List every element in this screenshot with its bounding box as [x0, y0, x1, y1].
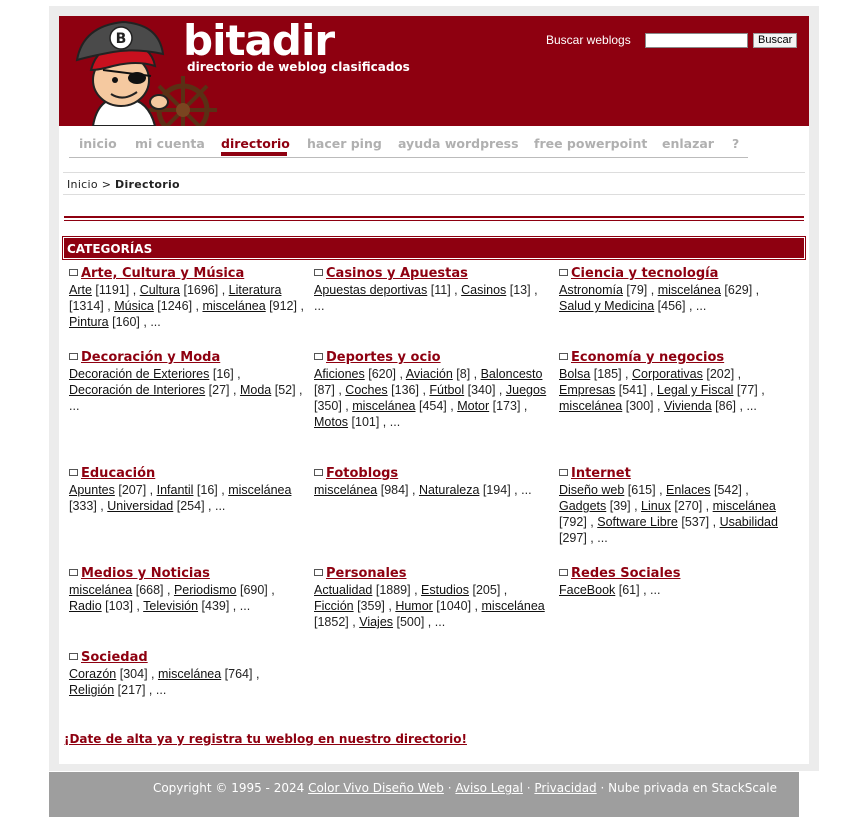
footer-separator: · — [526, 781, 531, 795]
subcategory-count: 629 — [727, 283, 749, 297]
site-footer — [49, 772, 799, 817]
category-title-link[interactable]: Medios y Noticias — [69, 565, 304, 582]
subcategory-count: 537 — [684, 515, 706, 529]
subcategory-count: 202 — [709, 367, 731, 381]
breadcrumb-bottom-border — [63, 194, 805, 195]
subcategory-count: 300 — [629, 399, 651, 413]
subcategory-link[interactable]: Enlaces — [666, 483, 711, 497]
folder-icon — [314, 469, 323, 476]
subcategory-count: 52 — [278, 383, 293, 397]
category-title-link[interactable]: Casinos y Apuestas — [314, 265, 549, 282]
footer-privacy-link[interactable]: Privacidad — [534, 781, 597, 795]
site-header — [59, 16, 809, 126]
category-block — [559, 265, 794, 314]
subcategory-link[interactable]: Motor — [457, 399, 490, 413]
subcategory-list: Corazón [304] , miscelánea [764] , Religión [217] , ... — [69, 667, 260, 697]
search-button[interactable]: Buscar — [753, 33, 797, 48]
subcategory-count: 86 — [718, 399, 733, 413]
main-nav — [69, 128, 748, 158]
subcategory-count: 173 — [496, 399, 517, 413]
subcategory-count: 456 — [661, 299, 683, 313]
subcategory-link[interactable]: FaceBook — [559, 583, 616, 597]
subcategory-count: 1852 — [317, 615, 346, 629]
subcategory-link[interactable]: Religión — [69, 683, 115, 697]
subcategory-link[interactable]: Corporativas — [632, 367, 703, 381]
category-title-link[interactable]: Fotoblogs — [314, 465, 549, 482]
category-block — [559, 349, 794, 414]
subcategory-count: 350 — [317, 399, 339, 413]
subcategory-count: 1246 — [160, 299, 189, 313]
subcategory-count: 27 — [212, 383, 227, 397]
subcategory-count: 13 — [513, 283, 528, 297]
subcategory-count: 620 — [371, 367, 393, 381]
footer-company-link[interactable]: Color Vivo Diseño Web — [308, 781, 444, 795]
subcategory-count: 668 — [139, 583, 161, 597]
subcategory-link[interactable]: miscelánea — [712, 499, 776, 513]
subcategory-link[interactable]: miscelánea — [481, 599, 545, 613]
subcategory-count: 764 — [228, 667, 250, 681]
footer-separator: · — [600, 781, 605, 795]
subcategory-link[interactable]: Naturaleza — [418, 483, 480, 497]
category-title-link[interactable]: Deportes y ocio — [314, 349, 549, 366]
subcategory-link[interactable]: miscelánea — [202, 299, 266, 313]
category-block — [314, 465, 549, 498]
subcategory-link[interactable]: Televisión — [143, 599, 199, 613]
subcategory-link[interactable]: Actualidad — [314, 583, 373, 597]
subcategory-count: 61 — [622, 583, 637, 597]
categories-header — [64, 238, 804, 258]
subcategory-count: 500 — [399, 615, 421, 629]
folder-icon — [559, 353, 568, 360]
folder-icon — [69, 569, 78, 576]
subcategory-count: 541 — [622, 383, 644, 397]
subcategory-count: 304 — [123, 667, 145, 681]
subcategory-link[interactable]: Juegos — [505, 383, 547, 397]
breadcrumb-current: Directorio — [115, 178, 180, 191]
subcategory-count: 101 — [355, 415, 376, 429]
subcategory-count: 1889 — [379, 583, 408, 597]
folder-icon — [69, 469, 78, 476]
subcategory-link[interactable]: Moda — [239, 383, 272, 397]
subcategory-list: Actualidad [1889] , Estudios [205] , Ficción [359] , Humor [1040] , miscelánea [1852] , Viajes [500] , ... — [314, 583, 545, 629]
subcategory-count: 333 — [72, 499, 94, 513]
subcategory-count: 542 — [717, 483, 739, 497]
site-logo-text[interactable]: bitadir — [183, 16, 335, 65]
page-container — [59, 16, 809, 764]
category-title-link[interactable]: Decoración y Moda — [69, 349, 304, 366]
subcategory-count: 205 — [475, 583, 497, 597]
subcategory-count: 254 — [180, 499, 202, 513]
subcategory-count: 39 — [613, 499, 628, 513]
category-block — [69, 649, 304, 698]
subcategory-link[interactable]: Estudios — [421, 583, 469, 597]
subcategory-list: miscelánea [984] , Naturaleza [194] , ... — [314, 483, 532, 497]
subcategory-link[interactable]: Legal y Fiscal — [657, 383, 734, 397]
footer-copyright: Copyright © 1995 - 2024 — [152, 781, 305, 795]
subcategory-link[interactable]: miscelánea — [69, 583, 133, 597]
subcategory-count: 1040 — [439, 599, 468, 613]
category-block — [69, 265, 304, 330]
footer-separator: · — [447, 781, 452, 795]
subcategory-link[interactable]: Ficción — [314, 599, 354, 613]
breadcrumb — [67, 178, 180, 191]
subcategory-count: 1314 — [72, 299, 101, 313]
category-block — [69, 465, 304, 514]
breadcrumb-separator: > — [101, 178, 112, 191]
subcategory-link[interactable]: miscelánea — [657, 283, 721, 297]
category-title-link[interactable]: Redes Sociales — [559, 565, 794, 582]
subcategory-link[interactable]: Música — [114, 299, 154, 313]
subcategory-link[interactable]: Gadgets — [559, 499, 607, 513]
subcategory-count: 690 — [243, 583, 265, 597]
subcategory-count: 340 — [471, 383, 492, 397]
subcategory-link[interactable]: Diseño web — [559, 483, 625, 497]
folder-icon — [69, 353, 78, 360]
subcategory-link[interactable]: miscelánea — [157, 667, 222, 681]
subcategory-link[interactable]: Arte — [69, 283, 92, 297]
subcategory-link[interactable]: Vivienda — [663, 399, 712, 413]
subcategory-link[interactable]: Humor — [395, 599, 433, 613]
subcategory-list: miscelánea [668] , Periodismo [690] , Radio [103] , Televisión [439] , ... — [69, 583, 275, 613]
search-label: Buscar weblogs — [546, 33, 631, 47]
site-tagline: directorio de weblog clasificados — [187, 60, 410, 74]
folder-icon — [69, 653, 78, 660]
subcategory-link[interactable]: miscelánea — [314, 483, 378, 497]
subcategory-list: Bolsa [185] , Corporativas [202] , Empresas [541] , Legal y Fiscal [77] , miscelánea [300] , Vivienda [86] , ... — [559, 367, 765, 413]
subcategory-link[interactable]: Decoración de Interiores — [69, 383, 206, 397]
subcategory-link[interactable]: Usabilidad — [719, 515, 778, 529]
category-block — [559, 465, 794, 546]
nav-item-hacer-ping[interactable]: hacer ping — [307, 136, 382, 151]
subcategory-count: 207 — [121, 483, 143, 497]
subcategory-link[interactable]: Baloncesto — [480, 367, 543, 381]
footer-legal-link[interactable]: Aviso Legal — [455, 781, 523, 795]
footer-text — [153, 781, 777, 795]
subcategory-link[interactable]: Software Libre — [597, 515, 678, 529]
subcategory-link[interactable]: Radio — [69, 599, 102, 613]
subcategory-list: FaceBook [61] , ... — [559, 583, 661, 597]
subcategory-list: Apuntes [207] , Infantil [16] , miscelánea [333] , Universidad [254] , ... — [69, 483, 292, 513]
signup-link[interactable]: ¡Date de alta ya y registra tu weblog en nuestro directorio! — [64, 732, 467, 746]
subcategory-link[interactable]: miscelánea — [352, 399, 416, 413]
subcategory-link[interactable]: Pintura — [69, 315, 109, 329]
subcategory-link[interactable]: Periodismo — [173, 583, 237, 597]
section-divider — [64, 216, 804, 221]
category-title-link[interactable]: Internet — [559, 465, 794, 482]
subcategory-link[interactable]: Infantil — [156, 483, 194, 497]
breadcrumb-home[interactable]: Inicio — [67, 178, 98, 191]
folder-icon — [559, 469, 568, 476]
subcategory-link[interactable]: Apuestas deportivas — [314, 283, 428, 297]
subcategory-count: 984 — [384, 483, 406, 497]
subcategory-list: Diseño web [615] , Enlaces [542] , Gadgets [39] , Linux [270] , miscelánea [792] , Software Libre [537] , Usabilidad [297] , ... — [559, 483, 778, 545]
subcategory-link[interactable]: Fútbol — [429, 383, 465, 397]
subcategory-link[interactable]: Decoración de Exteriores — [69, 367, 210, 381]
subcategory-list: Decoración de Exteriores [16] , Decoración de Interiores [27] , Moda [52] , ... — [69, 367, 303, 413]
folder-icon — [69, 269, 78, 276]
subcategory-count: 103 — [108, 599, 130, 613]
footer-hosting: Nube privada en StackScale — [608, 781, 777, 795]
folder-icon — [314, 353, 323, 360]
subcategory-count: 77 — [740, 383, 755, 397]
subcategory-count: 16 — [216, 367, 231, 381]
subcategory-count: 217 — [121, 683, 142, 697]
subcategory-link[interactable]: Literatura — [228, 283, 282, 297]
subcategory-count: 8 — [459, 367, 467, 381]
subcategory-list: Aficiones [620] , Aviación [8] , Baloncesto [87] , Coches [136] , Fútbol [340] , Juegos [350] , miscelánea [454] , Motor [173] , Motos [101] , ... — [314, 367, 547, 429]
subcategory-link[interactable]: Salud y Medicina — [559, 299, 655, 313]
category-block — [559, 565, 794, 598]
categories-title: CATEGORÍAS — [67, 242, 153, 256]
subcategory-count: 454 — [422, 399, 444, 413]
subcategory-count: 615 — [631, 483, 653, 497]
category-block — [314, 565, 549, 630]
subcategory-count: 194 — [486, 483, 508, 497]
subcategory-list: Arte [1191] , Cultura [1696] , Literatura [1314] , Música [1246] , miscelánea [912] , Pintura [160] , ... — [69, 283, 304, 329]
subcategory-count: 160 — [115, 315, 137, 329]
subcategory-link[interactable]: Universidad — [107, 499, 174, 513]
subcategory-link[interactable]: Motos — [314, 415, 349, 429]
subcategory-count: 1191 — [98, 283, 126, 297]
subcategory-link[interactable]: Aficiones — [314, 367, 365, 381]
svg-text:B: B — [115, 31, 127, 47]
nav-item-enlazar[interactable]: enlazar — [662, 136, 714, 151]
subcategory-link[interactable]: miscelánea — [228, 483, 292, 497]
category-title-link[interactable]: Ciencia y tecnología — [559, 265, 794, 282]
category-block — [314, 349, 549, 430]
subcategory-link[interactable]: Cultura — [139, 283, 180, 297]
subcategory-link[interactable]: Viajes — [359, 615, 394, 629]
subcategory-count: 359 — [360, 599, 382, 613]
subcategory-count: 270 — [677, 499, 699, 513]
subcategory-count: 136 — [394, 383, 416, 397]
category-title-link[interactable]: Economía y negocios — [559, 349, 794, 366]
subcategory-link[interactable]: Aviación — [405, 367, 453, 381]
category-block — [314, 265, 549, 314]
folder-icon — [559, 569, 568, 576]
breadcrumb-top-border — [63, 172, 805, 173]
subcategory-count: 297 — [562, 531, 584, 545]
subcategory-count: 16 — [200, 483, 215, 497]
subcategory-link[interactable]: Corazón — [69, 667, 117, 681]
subcategory-link[interactable]: Linux — [641, 499, 671, 513]
subcategory-link[interactable]: Astronomía — [559, 283, 623, 297]
subcategory-link[interactable]: Apuntes — [69, 483, 115, 497]
nav-active-indicator — [221, 152, 287, 156]
subcategory-count: 87 — [317, 383, 332, 397]
category-title-link[interactable]: Sociedad — [69, 649, 304, 666]
subcategory-list: Apuestas deportivas [11] , Casinos [13] , ... — [314, 283, 538, 313]
subcategory-count: 912 — [272, 299, 294, 313]
nav-item-help[interactable]: ? — [732, 136, 740, 151]
subcategory-count: 439 — [205, 599, 226, 613]
nav-item-inicio[interactable]: inicio — [79, 136, 117, 151]
nav-item-mi-cuenta[interactable]: mi cuenta — [135, 136, 205, 151]
category-title-link[interactable]: Educación — [69, 465, 304, 482]
subcategory-link[interactable]: Bolsa — [559, 367, 591, 381]
search-input[interactable] — [645, 33, 748, 48]
subcategory-count: 1696 — [186, 283, 215, 297]
category-block — [69, 349, 304, 414]
subcategory-count: 185 — [597, 367, 619, 381]
nav-item-free-powerpoint[interactable]: free powerpoint — [534, 136, 648, 151]
subcategory-link[interactable]: Empresas — [559, 383, 616, 397]
folder-icon — [314, 569, 323, 576]
folder-icon — [559, 269, 568, 276]
folder-icon — [314, 269, 323, 276]
subcategory-count: 11 — [434, 283, 448, 297]
category-title-link[interactable]: Arte, Cultura y Música — [69, 265, 304, 282]
nav-item-directorio[interactable]: directorio — [221, 136, 290, 151]
nav-item-ayuda-wordpress[interactable]: ayuda wordpress — [398, 136, 519, 151]
category-block — [69, 565, 304, 614]
subcategory-link[interactable]: Coches — [345, 383, 388, 397]
category-title-link[interactable]: Personales — [314, 565, 549, 582]
subcategory-link[interactable]: Casinos — [461, 283, 507, 297]
subcategory-link[interactable]: miscelánea — [559, 399, 623, 413]
subcategory-list: Astronomía [79] , miscelánea [629] , Salud y Medicina [456] , ... — [559, 283, 760, 313]
subcategory-count: 79 — [629, 283, 644, 297]
subcategory-count: 792 — [562, 515, 584, 529]
